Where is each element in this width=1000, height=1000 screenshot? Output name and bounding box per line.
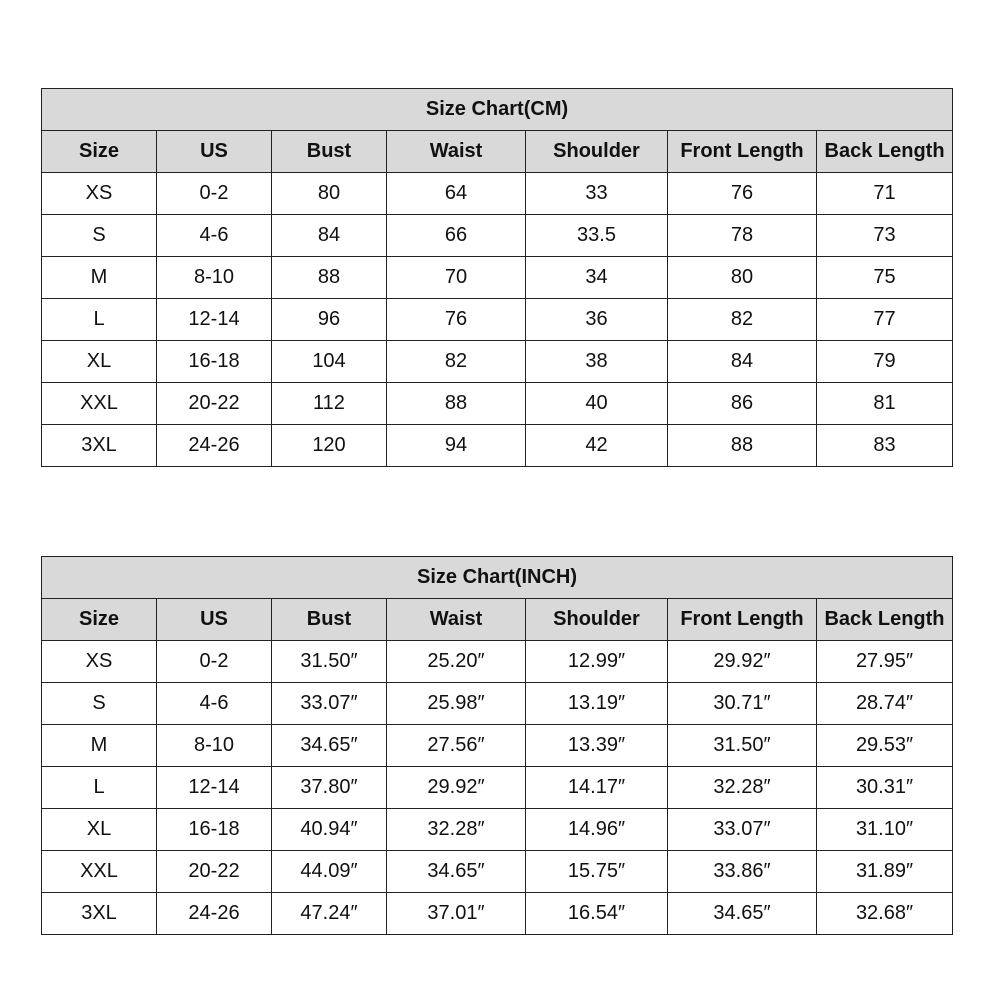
table-cell: 28.74″ [817, 683, 953, 725]
table-cell: 33.5 [526, 215, 668, 257]
column-header: Size [42, 599, 157, 641]
table-row [42, 851, 953, 893]
table-cell: 25.98″ [387, 683, 526, 725]
table-cell: 47.24″ [272, 893, 387, 935]
table-cell: 80 [272, 173, 387, 215]
table-cell: 44.09″ [272, 851, 387, 893]
table-cell: 88 [668, 425, 817, 467]
table-cell: 24-26 [157, 893, 272, 935]
table-cell: XXL [42, 851, 157, 893]
table-title: Size Chart(CM) [42, 89, 953, 131]
table-cell: M [42, 257, 157, 299]
table-cell: L [42, 299, 157, 341]
table-cell: XL [42, 341, 157, 383]
table-row [42, 257, 953, 299]
table-cell: 4-6 [157, 215, 272, 257]
table-cell: 14.96″ [526, 809, 668, 851]
column-header: Shoulder [526, 131, 668, 173]
table-cell: 70 [387, 257, 526, 299]
table-cell: 27.95″ [817, 641, 953, 683]
table-cell: 37.80″ [272, 767, 387, 809]
column-header: Back Length [817, 599, 953, 641]
table-cell: 82 [387, 341, 526, 383]
column-header: Bust [272, 131, 387, 173]
table-cell: XXL [42, 383, 157, 425]
table-cell: 42 [526, 425, 668, 467]
table-cell: 76 [387, 299, 526, 341]
table-cell: 76 [668, 173, 817, 215]
table-cell: 33.07″ [668, 809, 817, 851]
table-cell: 29.53″ [817, 725, 953, 767]
table-cell: 38 [526, 341, 668, 383]
table-cell: 4-6 [157, 683, 272, 725]
table-row [42, 725, 953, 767]
table-cell: 34.65″ [387, 851, 526, 893]
table-cell: 27.56″ [387, 725, 526, 767]
column-header: Back Length [817, 131, 953, 173]
table-cell: 16.54″ [526, 893, 668, 935]
table-cell: 20-22 [157, 851, 272, 893]
table-cell: 14.17″ [526, 767, 668, 809]
table-cell: 37.01″ [387, 893, 526, 935]
table-row [42, 215, 953, 257]
table-cell: 12-14 [157, 299, 272, 341]
column-header: Shoulder [526, 599, 668, 641]
table-cell: 84 [272, 215, 387, 257]
column-header: Bust [272, 599, 387, 641]
table-cell: 16-18 [157, 809, 272, 851]
table-cell: 20-22 [157, 383, 272, 425]
table-cell: 40 [526, 383, 668, 425]
table-cell: 33 [526, 173, 668, 215]
table-row [42, 299, 953, 341]
table-cell: 31.50″ [668, 725, 817, 767]
table-cell: 33.86″ [668, 851, 817, 893]
table-cell: 120 [272, 425, 387, 467]
table-row [42, 683, 953, 725]
table-row [42, 641, 953, 683]
table-cell: 88 [272, 257, 387, 299]
table-cell: 30.71″ [668, 683, 817, 725]
column-header: Waist [387, 131, 526, 173]
table-title: Size Chart(INCH) [42, 557, 953, 599]
table-cell: 12.99″ [526, 641, 668, 683]
column-header: US [157, 599, 272, 641]
table-row [42, 383, 953, 425]
table-cell: 24-26 [157, 425, 272, 467]
size-chart-cm-table [41, 88, 953, 467]
table-cell: XS [42, 641, 157, 683]
table-cell: 32.28″ [668, 767, 817, 809]
table-row [42, 809, 953, 851]
table-cell: 3XL [42, 893, 157, 935]
table-cell: 31.10″ [817, 809, 953, 851]
table-cell: L [42, 767, 157, 809]
table-cell: 40.94″ [272, 809, 387, 851]
table-cell: 104 [272, 341, 387, 383]
header-row [42, 131, 953, 173]
table-cell: 66 [387, 215, 526, 257]
table-cell: 12-14 [157, 767, 272, 809]
table-cell: 88 [387, 383, 526, 425]
table-cell: 78 [668, 215, 817, 257]
table-cell: S [42, 215, 157, 257]
table-cell: 36 [526, 299, 668, 341]
column-header: Front Length [668, 599, 817, 641]
table-cell: 82 [668, 299, 817, 341]
table-cell: 29.92″ [668, 641, 817, 683]
table-cell: 29.92″ [387, 767, 526, 809]
column-header: Size [42, 131, 157, 173]
table-cell: 96 [272, 299, 387, 341]
table-cell: 79 [817, 341, 953, 383]
table-row [42, 341, 953, 383]
table-cell: 112 [272, 383, 387, 425]
table-cell: 25.20″ [387, 641, 526, 683]
table-cell: S [42, 683, 157, 725]
table-cell: 34 [526, 257, 668, 299]
table-cell: 80 [668, 257, 817, 299]
table-cell: 8-10 [157, 725, 272, 767]
table-cell: 86 [668, 383, 817, 425]
table-cell: 75 [817, 257, 953, 299]
column-header: US [157, 131, 272, 173]
table-cell: 94 [387, 425, 526, 467]
table-cell: 73 [817, 215, 953, 257]
table-cell: 84 [668, 341, 817, 383]
table-cell: M [42, 725, 157, 767]
table-cell: 32.28″ [387, 809, 526, 851]
table-row [42, 893, 953, 935]
table-cell: 30.31″ [817, 767, 953, 809]
table-cell: 83 [817, 425, 953, 467]
table-cell: 34.65″ [272, 725, 387, 767]
table-cell: 13.19″ [526, 683, 668, 725]
table-cell: 3XL [42, 425, 157, 467]
column-header: Front Length [668, 131, 817, 173]
table-cell: 13.39″ [526, 725, 668, 767]
table-row [42, 767, 953, 809]
table-cell: 16-18 [157, 341, 272, 383]
title-row [42, 89, 953, 131]
size-chart-inch-table [41, 556, 953, 935]
table-cell: 31.50″ [272, 641, 387, 683]
table-cell: 64 [387, 173, 526, 215]
table-cell: 34.65″ [668, 893, 817, 935]
column-header: Waist [387, 599, 526, 641]
table-cell: 71 [817, 173, 953, 215]
table-cell: 81 [817, 383, 953, 425]
table-cell: XS [42, 173, 157, 215]
header-row [42, 599, 953, 641]
title-row [42, 557, 953, 599]
table-cell: 15.75″ [526, 851, 668, 893]
table-row [42, 425, 953, 467]
table-cell: 77 [817, 299, 953, 341]
table-cell: 32.68″ [817, 893, 953, 935]
table-cell: 33.07″ [272, 683, 387, 725]
table-cell: 0-2 [157, 641, 272, 683]
table-row [42, 173, 953, 215]
table-cell: 0-2 [157, 173, 272, 215]
table-cell: 8-10 [157, 257, 272, 299]
table-cell: 31.89″ [817, 851, 953, 893]
table-cell: XL [42, 809, 157, 851]
